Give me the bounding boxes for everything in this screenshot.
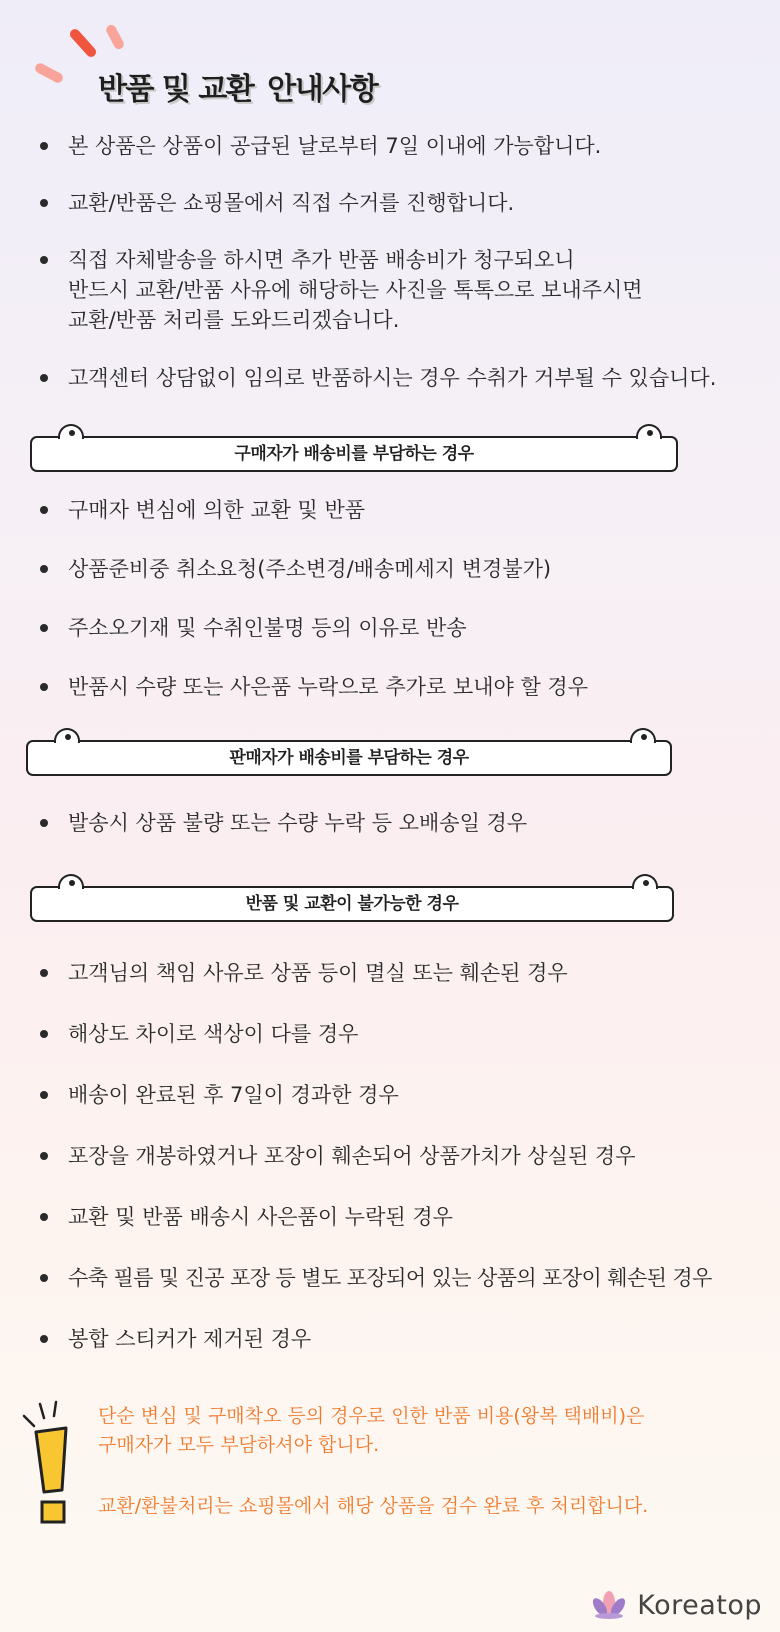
lotus-logo-icon	[589, 1590, 629, 1620]
notice-line: 단순 변심 및 구매착오 등의 경우로 인한 반품 비용(왕복 택배비)은	[98, 1405, 645, 1427]
bullet-icon	[40, 969, 48, 977]
eye-icon	[632, 874, 658, 889]
list-item: 배송이 완료된 후 7일이 경과한 경우	[40, 1080, 712, 1110]
intro-list	[40, 131, 716, 393]
title-part-1: 반품 및 교환	[98, 72, 254, 107]
bullet-icon	[40, 1152, 48, 1160]
list-item: 반품시 수량 또는 사은품 누락으로 추가로 보내야 할 경우	[40, 672, 588, 702]
section-banner-seller-pays: 판매자가 배송비를 부담하는 경우	[26, 740, 672, 776]
section-banner-buyer-pays: 구매자가 배송비를 부담하는 경우	[30, 436, 678, 472]
bullet-icon	[40, 1274, 48, 1282]
list-item: 상품준비중 취소요청(주소변경/배송메세지 변경불가)	[40, 554, 588, 584]
bullet-icon	[40, 374, 48, 382]
bullet-icon	[40, 683, 48, 691]
list-item: 교환/반품은 쇼핑몰에서 직접 수거를 진행합니다.	[40, 188, 716, 218]
brand-logo	[589, 1588, 762, 1622]
eye-icon	[636, 424, 662, 439]
eye-icon	[630, 728, 656, 743]
notice-line: 교환/환불처리는 쇼핑몰에서 해당 상품을 검수 완료 후 처리합니다.	[98, 1495, 649, 1517]
bullet-icon	[40, 1030, 48, 1038]
notice-line: 구매자가 모두 부담하셔야 합니다.	[98, 1434, 380, 1456]
bullet-icon	[40, 819, 48, 827]
list-item: 고객님의 책임 사유로 상품 등이 멸실 또는 훼손된 경우	[40, 958, 712, 988]
page-title	[98, 64, 377, 108]
bullet-icon	[40, 565, 48, 573]
list-item: 해상도 차이로 색상이 다를 경우	[40, 1019, 712, 1049]
list-item: 봉합 스티커가 제거된 경우	[40, 1324, 712, 1354]
list-item: 포장을 개봉하였거나 포장이 훼손되어 상품가치가 상실된 경우	[40, 1141, 712, 1171]
list-item: 구매자 변심에 의한 교환 및 반품	[40, 495, 588, 525]
bullet-icon	[40, 506, 48, 514]
list-item: 본 상품은 상품이 공급된 날로부터 7일 이내에 가능합니다.	[40, 131, 716, 161]
eye-icon	[58, 874, 84, 889]
bullet-icon	[40, 624, 48, 632]
notice-block	[98, 1402, 648, 1521]
title-part-2: 안내사항	[267, 72, 378, 107]
list-item: 발송시 상품 불량 또는 수량 누락 등 오배송일 경우	[40, 808, 527, 838]
bullet-icon	[40, 142, 48, 150]
eye-icon	[58, 424, 84, 439]
bullet-icon	[40, 1335, 48, 1343]
buyer-pays-list	[40, 495, 588, 702]
bullet-icon	[40, 256, 48, 264]
list-item: 교환 및 반품 배송시 사은품이 누락된 경우	[40, 1202, 712, 1232]
list-item: 직접 자체발송을 하시면 추가 반품 배송비가 청구되오니 반드시 교환/반품 사유에 해당하는 사진을 톡톡으로 보내주시면 교환/반품 처리를 도와드리겠습니다.	[40, 245, 716, 335]
bullet-icon	[40, 199, 48, 207]
bullet-icon	[40, 1091, 48, 1099]
seller-pays-list	[40, 808, 527, 838]
list-item: 주소오기재 및 수취인불명 등의 이유로 반송	[40, 613, 588, 643]
list-item: 고객센터 상담없이 임의로 반품하시는 경우 수취가 거부될 수 있습니다.	[40, 363, 716, 393]
bullet-icon	[40, 1213, 48, 1221]
list-item: 수축 필름 및 진공 포장 등 별도 포장되어 있는 상품의 포장이 훼손된 경우	[40, 1263, 712, 1293]
section-banner-not-possible: 반품 및 교환이 불가능한 경우	[30, 886, 674, 922]
logo-text: Koreatop	[637, 1589, 762, 1621]
exclamation-icon	[18, 1398, 78, 1528]
eye-icon	[54, 728, 80, 743]
not-possible-list	[40, 958, 712, 1354]
